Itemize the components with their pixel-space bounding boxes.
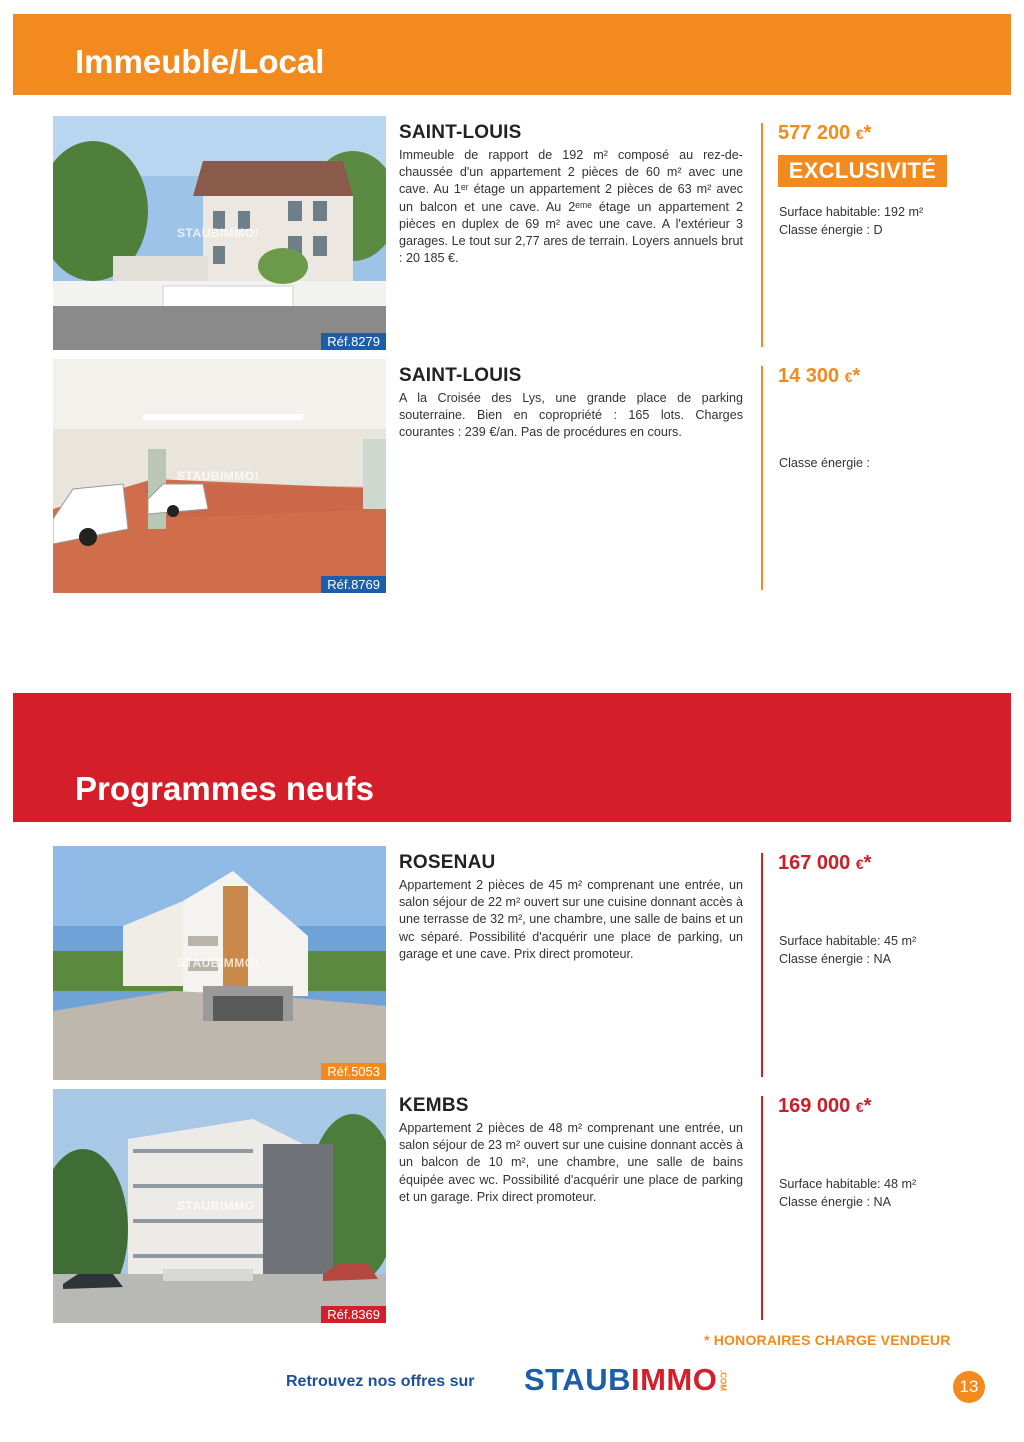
reference-badge: Réf.5053	[321, 1063, 386, 1080]
listing-price	[778, 1095, 871, 1118]
energy-class: Classe énergie : NA	[779, 1194, 891, 1209]
listing-price	[778, 852, 871, 875]
energy-class: Classe énergie : NA	[779, 951, 891, 966]
page-number: 13	[953, 1371, 985, 1403]
price-currency: €	[855, 126, 864, 142]
listing-description: Immeuble de rapport de 192 m² composé au rez-de-chaussée d'un appartement 2 pièces de 60 m² avec une cave. Au 1ᵉʳ étage un appartement 2 pièces de 63 m² avec un balcon et une cave. Au 2ᵉᵐᵉ étage un appartement 2 pièces en duplex de 69 m² avec une cave. A l'extérieur 3 garages. Le tout sur 2,77 ares de terrain. Loyers annuels brut : 20 185 €.	[399, 148, 743, 266]
photo-watermark: STAUBIMMO!	[177, 956, 260, 970]
fees-footnote: * HONORAIRES CHARGE VENDEUR	[704, 1332, 951, 1348]
photo-watermark: STAUBIMMO!	[177, 226, 260, 240]
listing-details	[779, 204, 923, 239]
price-currency: €	[855, 1099, 864, 1115]
listing-description: Appartement 2 pièces de 48 m² comprenant une entrée, un salon séjour de 23 m² ouvert sur une cuisine donnant accès à un balcon de 10 m², une chambre, une salle de bains équipée avec wc. Possibilité d'acquérir une place de parking et un garage. Prix direct promoteur.	[399, 1121, 743, 1204]
price-asterisk: *	[852, 365, 861, 387]
divider-line	[761, 123, 763, 347]
section-title-immeuble: Immeuble/Local	[75, 43, 325, 80]
reference-badge: Réf.8769	[321, 576, 386, 593]
section-banner-programmes	[13, 693, 1011, 822]
price-value: 167 000	[778, 852, 851, 874]
listing-city: SAINT-LOUIS	[399, 365, 522, 386]
price-asterisk: *	[863, 122, 872, 144]
reference-badge: Réf.8279	[321, 333, 386, 350]
logo-com-suffix: .COM	[718, 1369, 728, 1391]
section-banner-immeuble	[13, 14, 1011, 95]
section-title-programmes: Programmes neufs	[75, 770, 374, 807]
photo-watermark: STAUBIMMO!	[177, 469, 260, 483]
property-photo[interactable]	[53, 1089, 386, 1323]
surface-info: Surface habitable: 192 m²	[779, 205, 924, 219]
property-photo[interactable]	[53, 359, 386, 593]
price-currency: €	[844, 369, 853, 385]
price-value: 577 200	[778, 122, 851, 144]
energy-class: Classe énergie :	[779, 456, 871, 470]
price-value: 169 000	[778, 1095, 851, 1117]
price-asterisk: *	[863, 852, 872, 874]
listing-city: ROSENAU	[399, 852, 496, 873]
price-asterisk: *	[863, 1095, 872, 1117]
property-photo[interactable]	[53, 116, 386, 350]
listing-city: SAINT-LOUIS	[399, 122, 522, 143]
listing-details	[779, 455, 870, 473]
footer-tagline: Retrouvez nos offres sur	[286, 1373, 475, 1390]
photo-watermark: STAUBIMMO	[177, 1199, 255, 1213]
listing-city: KEMBS	[399, 1095, 469, 1116]
surface-info: Surface habitable: 45 m²	[779, 934, 917, 948]
listing-details	[779, 933, 916, 968]
surface-info: Surface habitable: 48 m²	[779, 1177, 917, 1191]
exclusivity-badge: EXCLUSIVITÉ	[778, 155, 947, 187]
price-value: 14 300	[778, 365, 840, 387]
reference-badge: Réf.8369	[321, 1306, 386, 1323]
price-currency: €	[855, 856, 864, 872]
divider-line	[761, 366, 763, 590]
divider-line	[761, 1096, 763, 1320]
energy-class: Classe énergie : D	[779, 222, 883, 237]
logo-wordmark: STAUBIMMO	[524, 1362, 718, 1397]
listing-description: Appartement 2 pièces de 45 m² comprenant une entrée, un salon séjour de 22 m² ouvert sur une cuisine donnant accès à une terrasse de 32 m², une chambre, une salle de bains et un wc séparé. Possibilité d'acquérir une place de parking, un garage et une cave. Prix direct promoteur.	[399, 878, 743, 961]
listing-description: A la Croisée des Lys, une grande place de parking souterraine. Bien en copropriété : 165 lots. Charges courantes : 239 €/an. Pas de procédures en cours.	[399, 391, 743, 440]
divider-line	[761, 853, 763, 1077]
listing-details	[779, 1176, 916, 1211]
staubimmo-logo[interactable]	[524, 1360, 727, 1400]
property-photo[interactable]	[53, 846, 386, 1080]
listing-price	[778, 365, 860, 388]
listing-price	[778, 122, 871, 145]
